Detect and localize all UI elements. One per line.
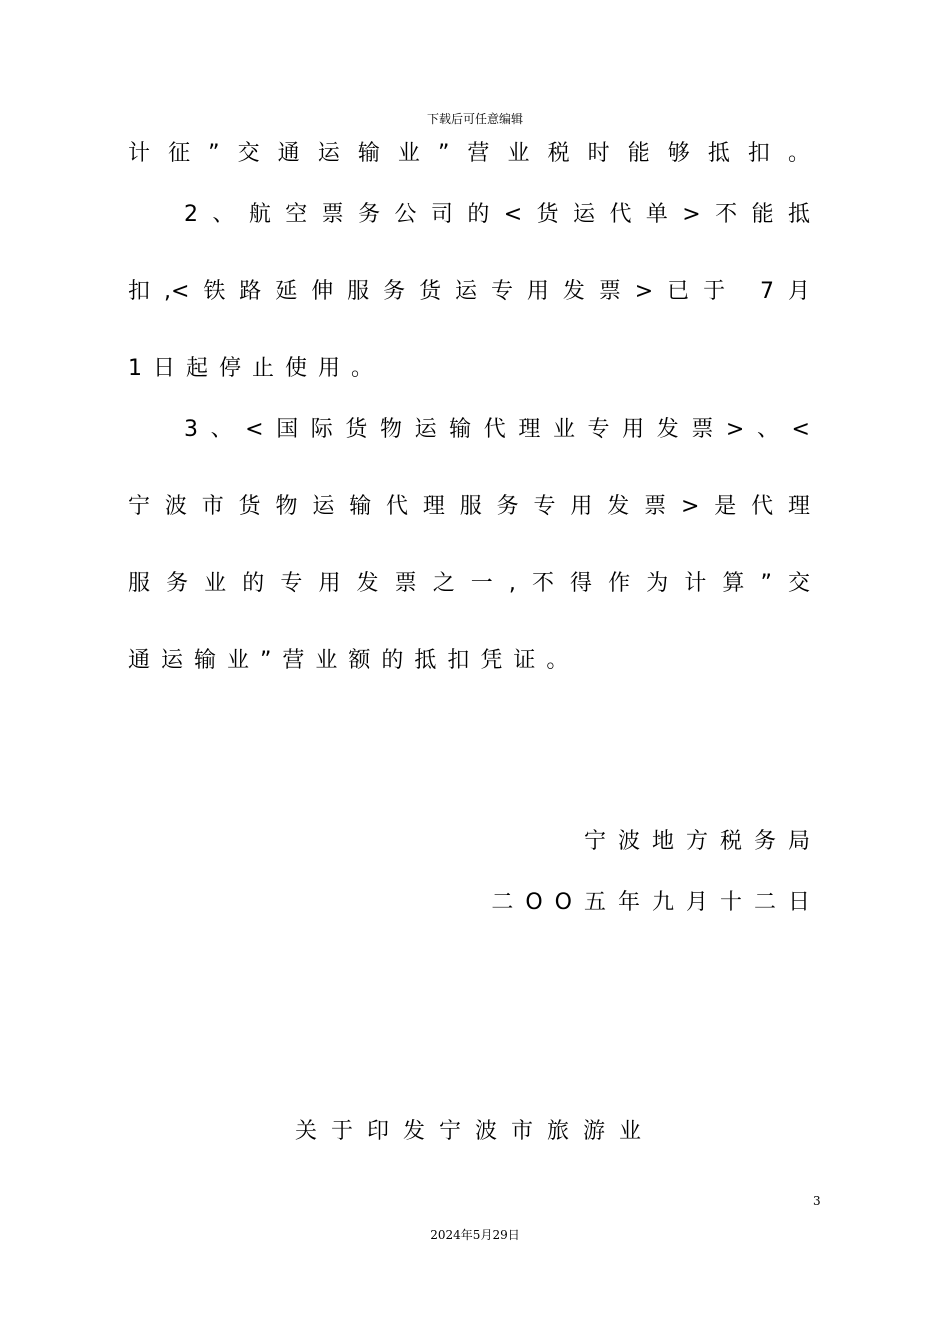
page-number: 3 xyxy=(813,1194,821,1208)
body-line-4: 1日起停止使用。 xyxy=(128,356,384,381)
signature-date: 二OO五年九月十二日 xyxy=(491,890,822,915)
body-line-7: 服务业的专用发票之一,不得作为计算”交 xyxy=(128,571,810,596)
signature-org: 宁波地方税务局 xyxy=(583,829,822,854)
next-section-title: 关于印发宁波市旅游业 xyxy=(294,1119,655,1144)
body-line-8: 通运输业”营业额的抵扣凭证。 xyxy=(128,648,580,673)
body-line-6: 宁波市货物运输代理服务专用发票>是代理 xyxy=(128,494,810,519)
body-line-5: 3、<国际货物运输代理业专用发票>、< xyxy=(184,417,810,442)
page-header: 下载后可任意编辑 xyxy=(426,112,523,126)
footer-date: 2024年5月29日 xyxy=(430,1228,520,1242)
body-line-3: 扣,<铁路延伸服务货运专用发票>已于 7月 xyxy=(128,279,810,304)
body-line-1: 计征”交通运输业”营业税时能够抵扣。 xyxy=(128,141,810,166)
body-line-2: 2、航空票务公司的<货运代单>不能抵 xyxy=(184,202,810,227)
